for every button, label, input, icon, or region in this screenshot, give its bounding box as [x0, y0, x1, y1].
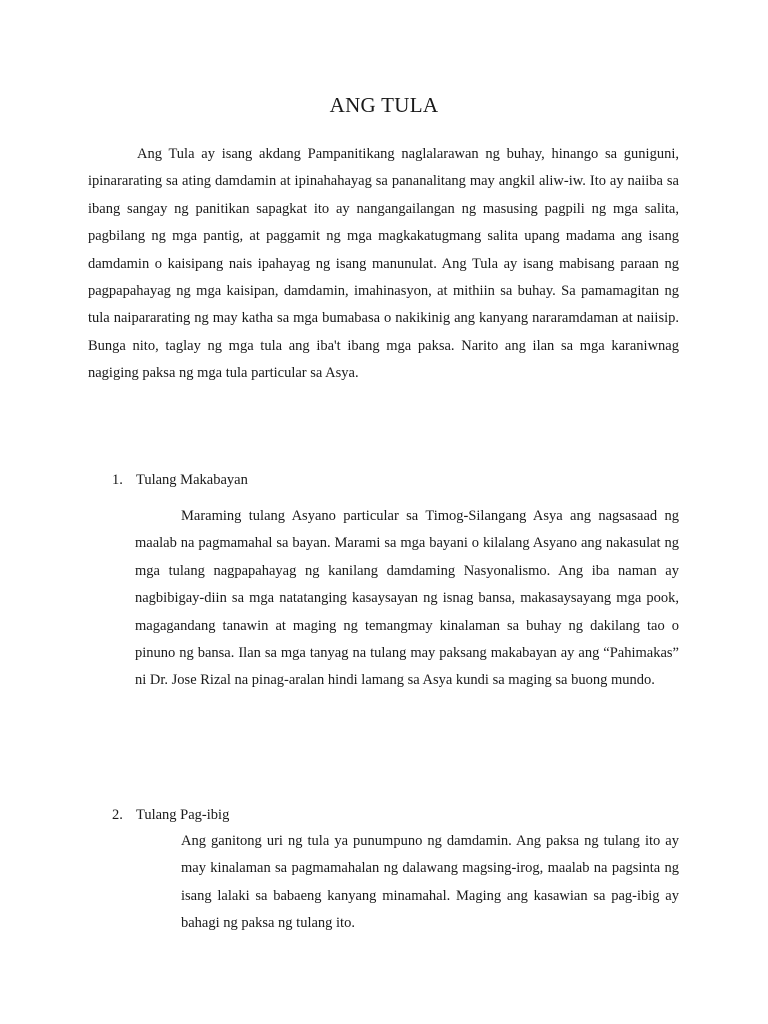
list-item-number: 2.	[112, 807, 123, 823]
list-item-body: Maraming tulang Asyano particular sa Timog-Silangang Asya ang nagsasaad ng maalab na pagmamahal sa bayan. Marami sa mga bayani o kilalang Asyano ang nakasulat ng mga tulang nagpapahayag ng kanilang damdaming Nasyonalismo. Ang iba naman ay nagbibigay-diin sa mga natatanging kasaysayan ng isnag bansa, makasaysayang mga pook, magagandang tanawin at maging ng temangmay kinalaman sa buhay ng dakilang tao o pinuno ng bansa. Ilan sa mga tanyag na tulang may paksang makabayan ay ang “Pahimakas” ni Dr. Jose Rizal na pinag-aralan hindi lamang sa Asya kundi sa maging sa buong mundo.	[135, 508, 679, 689]
list-item-title: Tulang Makabayan	[136, 472, 248, 488]
list-item-number: 1.	[112, 472, 123, 488]
list-item-title: Tulang Pag-ibig	[136, 807, 230, 823]
list-item-body: Ang ganitong uri ng tula ya punumpuno ng damdamin. Ang paksa ng tulang ito ay may kinalaman sa pagmamahalan ng dalawang magsing-irog, maalab na pagsinta ng isang lalaki sa babaeng kanyang minamahal. Maging ang kasawian sa pag-ibig ay bahagi ng paksa ng tulang ito.	[181, 833, 679, 932]
document-title: ANG TULA	[329, 93, 439, 117]
intro-paragraph: Ang Tula ay isang akdang Pampanitikang naglalarawan ng buhay, hinango sa guniguni, ipinararating sa ating damdamin at ipinahahayag sa pananalitang may angkil aliw-iw. Ito ay naiiba sa ibang sangay ng panitikan sapagkat ito ay nangangailangan ng masusing pagpili ng mga salita, pagbilang ng mga pantig, at paggamit ng mga magkakatugmang salita upang madama ang isang damdamin o kaisipang nais ipahayag ng isang manunulat. Ang Tula ay isang mabisang paraan ng pagpapahayag ng mga kaisipan, damdamin, imahinasyon, at mithiin sa buhay. Sa pamamagitan ng tula naipararating ng may katha sa mga bumabasa o nakikinig ang kanyang nararamdaman at naiisip. Bunga nito, taglay ng mga tula ang iba't ibang mga paksa. Narito ang ilan sa mga karaniwnag nagiging paksa ng mga tula particular sa Asya.	[88, 146, 679, 382]
